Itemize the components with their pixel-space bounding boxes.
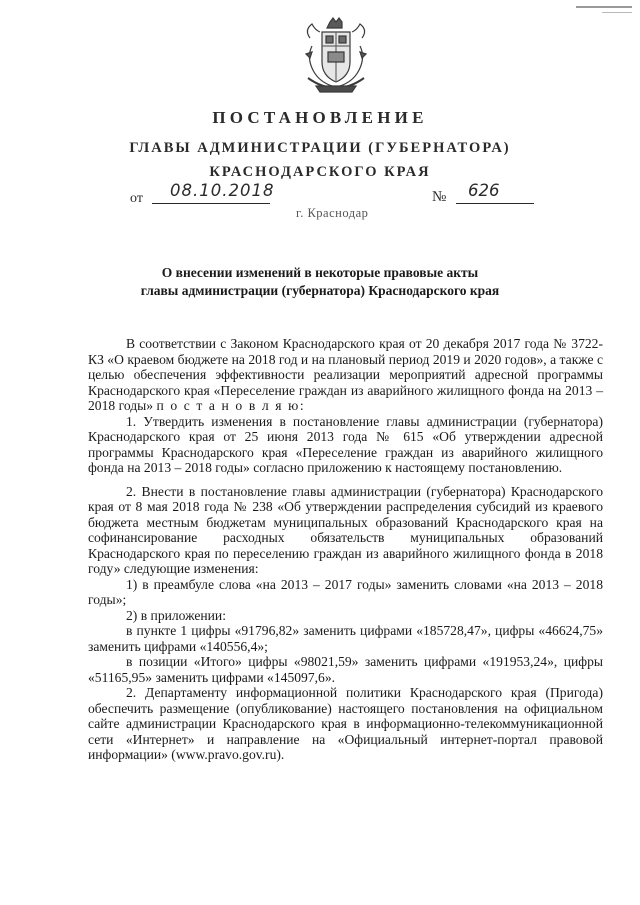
document-title: ПОСТАНОВЛЕНИЕ xyxy=(212,108,428,127)
paragraph-2-item-1: 1) в преамбуле слова «на 2013 – 2017 годы» заменить словами «на 2013 – 2018 годы»; xyxy=(88,576,603,607)
paragraph-2-item-2: 2) в приложении: xyxy=(126,607,226,623)
handwritten-date: 08.10.2018 xyxy=(170,181,275,200)
paragraph-1: 1. Утвердить изменения в постановление главы администрации (губернатора) Краснодарского края от 25 июня 2013 года № 615 «Об утверждении адресной программы Краснодарского края «Переселение граждан из аварийного жилищного фонда на 2013 – 2018 годы» согласно приложению к настоящему постановлению. xyxy=(88,413,603,475)
corner-scan-mark xyxy=(576,6,632,8)
city-name: г. Краснодар xyxy=(296,206,369,220)
document-body xyxy=(88,336,603,763)
paragraph-2: 2. Внести в постановление главы администрации (губернатора) Краснодарского края от 8 мая 2018 года № 238 «Об утверждении распределения субсидий из краевого бюджета местным бюджетам муниципальных образований Краснодарского края на софинансирование расходных обязательств муниципальных образований Краснодарского края по переселению граждан из аварийного жилищного фонда в 2018 году» следующие изменения: xyxy=(88,483,603,576)
coat-of-arms-emblem xyxy=(302,16,370,96)
document-heading xyxy=(60,264,580,300)
heading-line-1: О внесении изменений в некоторые правовые акты xyxy=(161,265,479,280)
preamble-text: В соответствии с Законом Краснодарского края от 20 декабря 2017 года № 3722-КЗ «О краевом бюджете на 2018 год и на плановый период 2019 и 2020 годов», а также с целью обеспечения эффективности реализации мероприятий адресной программы Краснодарского края «Переселение граждан из аварийного жилищного фонда на 2013 – 2018 годы» xyxy=(88,336,603,413)
paragraph-3: 2. Департаменту информационной политики Краснодарского края (Пригода) обеспечить размещение (опубликование) настоящего постановления на официальном сайте администрации Краснодарского края в информационно-телекоммуникационной сети «Интернет» и направление на «Официальный интернет-портал правовой информации» (www.pravo.gov.ru). xyxy=(88,685,603,762)
handwritten-number: 626 xyxy=(468,181,500,200)
preamble-paragraph xyxy=(88,336,603,414)
paragraph-2-item-2b: в позиции «Итого» цифры «98021,59» заменить цифрами «191953,24», цифры «51165,95» заменить цифрами «145097,6». xyxy=(88,654,603,685)
date-prefix: от xyxy=(130,191,143,206)
document-subtitle-authority: ГЛАВЫ АДМИНИСТРАЦИИ (ГУБЕРНАТОРА) xyxy=(129,140,511,156)
decree-word: п о с т а н о в л я ю: xyxy=(156,398,306,413)
document-subtitle-region: КРАСНОДАРСКОГО КРАЯ xyxy=(209,164,431,180)
number-label: № xyxy=(432,189,447,205)
heading-line-2: главы администрации (губернатора) Краснодарского края xyxy=(140,283,500,298)
date-underline xyxy=(152,203,270,204)
number-underline xyxy=(456,203,534,204)
paragraph-2-item-2a: в пункте 1 цифры «91796,82» заменить цифрами «185728,47», цифры «46624,75» заменить цифрами «140556,4»; xyxy=(88,623,603,654)
